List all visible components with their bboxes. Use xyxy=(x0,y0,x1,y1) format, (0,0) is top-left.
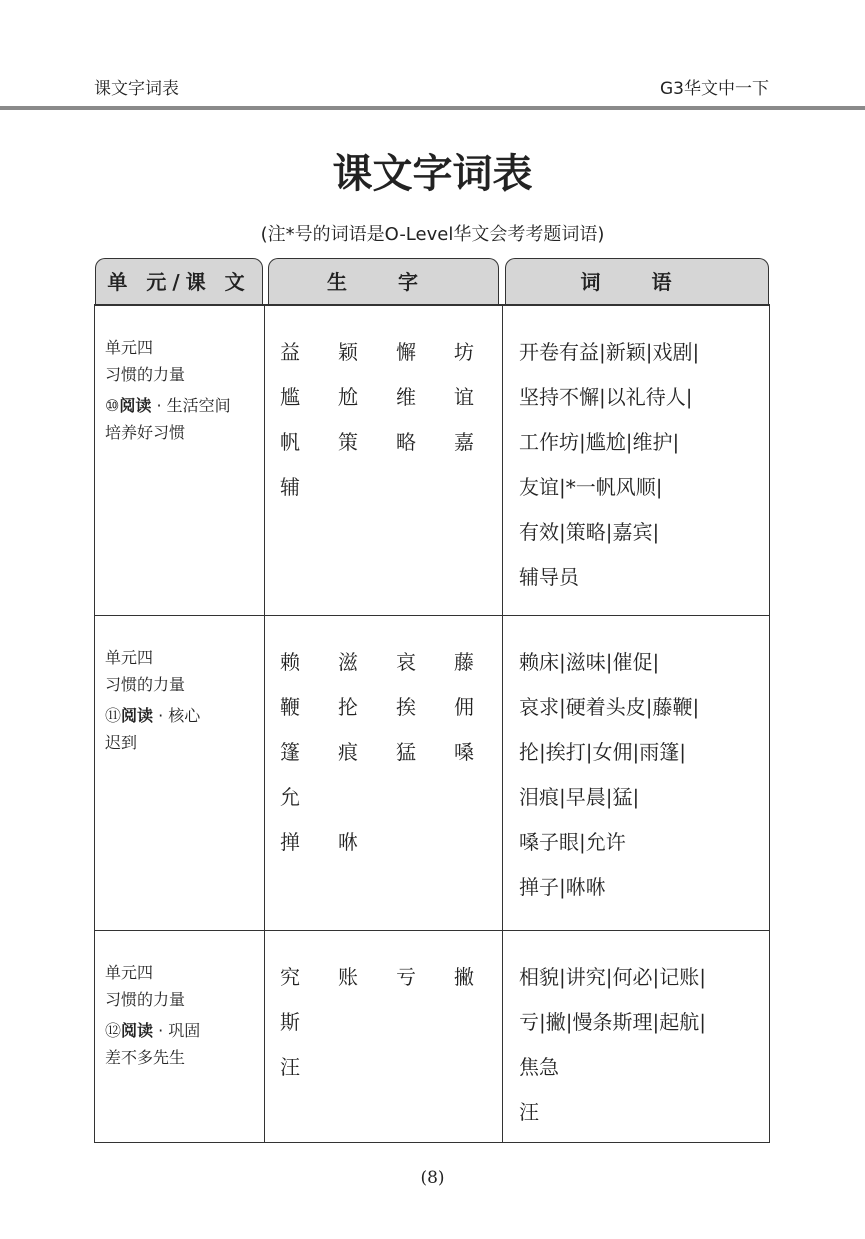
character: 懈 xyxy=(396,340,416,364)
word-line: 赖床|滋味|催促| xyxy=(519,650,660,674)
character: 斯 xyxy=(280,1010,300,1034)
lesson-type xyxy=(105,1017,264,1044)
character: 篷 xyxy=(280,740,300,764)
unit-label: 单元四 xyxy=(105,963,154,982)
header-left: 课文字词表 xyxy=(94,79,179,99)
lesson-title: 培养好习惯 xyxy=(105,423,186,442)
lesson-kind: 阅读 xyxy=(119,396,152,415)
header-right: G3华文中一下 xyxy=(660,79,769,99)
character: 汪 xyxy=(280,1055,300,1079)
character: 抡 xyxy=(338,695,358,719)
word-line: 抡|挨打|女佣|雨篷| xyxy=(519,740,686,764)
word-line: 掸子|咻咻 xyxy=(519,875,606,899)
character: 尬 xyxy=(338,385,358,409)
lesson-type xyxy=(105,392,264,419)
word-line: 汪 xyxy=(519,1100,539,1124)
word-line: 泪痕|早晨|猛| xyxy=(519,785,640,809)
character: 维 xyxy=(396,385,416,409)
character: 撇 xyxy=(454,965,474,989)
lesson-cell xyxy=(95,306,265,615)
table-row xyxy=(95,931,769,1142)
character: 掸 xyxy=(280,830,300,854)
lesson-type xyxy=(105,702,264,729)
separator: · xyxy=(151,396,167,415)
character xyxy=(338,775,396,820)
character: 坊 xyxy=(454,340,474,364)
characters-cell xyxy=(265,306,503,615)
column-header-words: 词 语 xyxy=(505,258,769,304)
table-row xyxy=(95,306,769,616)
lesson-number: ⑪ xyxy=(105,706,122,725)
character: 鞭 xyxy=(280,695,300,719)
header-divider xyxy=(0,106,865,110)
character: 尴 xyxy=(280,385,300,409)
character: 嗓 xyxy=(454,740,474,764)
lesson-cell xyxy=(95,931,265,1142)
character xyxy=(396,1000,454,1045)
note: (注*号的词语是O-Level华文会考考题词语) xyxy=(260,224,605,245)
character: 颖 xyxy=(338,340,358,364)
lesson-number: ⑩ xyxy=(105,396,120,415)
word-line: 工作坊|尴尬|维护| xyxy=(519,430,680,454)
lesson-category: 巩固 xyxy=(168,1021,201,1040)
words-cell xyxy=(503,306,769,615)
column-header-characters: 生 字 xyxy=(268,258,499,304)
page-number: (8) xyxy=(420,1168,445,1188)
character: 辅 xyxy=(280,475,300,499)
word-line: 坚持不懈|以礼待人| xyxy=(519,385,693,409)
unit-label: 单元四 xyxy=(105,648,154,667)
character: 猛 xyxy=(396,740,416,764)
character: 赖 xyxy=(280,650,300,674)
character: 挨 xyxy=(396,695,416,719)
character xyxy=(338,1000,396,1045)
character: 益 xyxy=(280,340,300,364)
character: 痕 xyxy=(338,740,358,764)
lesson-kind: 阅读 xyxy=(121,1021,154,1040)
character xyxy=(396,775,454,820)
word-line: 辅导员 xyxy=(519,565,579,589)
unit-theme: 习惯的力量 xyxy=(105,365,186,384)
word-line: 相貌|讲究|何必|记账| xyxy=(519,965,706,989)
character: 佣 xyxy=(454,695,474,719)
page-title: 课文字词表 xyxy=(332,151,533,197)
lesson-title: 差不多先生 xyxy=(105,1048,186,1067)
separator: · xyxy=(153,1021,169,1040)
lesson-title: 迟到 xyxy=(105,733,138,752)
lesson-kind: 阅读 xyxy=(121,706,154,725)
character: 究 xyxy=(280,965,300,989)
character: 哀 xyxy=(396,650,416,674)
word-line: 哀求|硬着头皮|藤鞭| xyxy=(519,695,700,719)
word-line: 开卷有益|新颖|戏剧| xyxy=(519,340,700,364)
lesson-category: 生活空间 xyxy=(166,396,231,415)
character: 谊 xyxy=(454,385,474,409)
word-line: 有效|策略|嘉宾| xyxy=(519,520,660,544)
character: 账 xyxy=(338,965,358,989)
character: 亏 xyxy=(396,965,416,989)
character: 咻 xyxy=(338,830,358,854)
character: 藤 xyxy=(454,650,474,674)
lesson-category: 核心 xyxy=(168,706,201,725)
words-cell xyxy=(503,616,769,930)
character: 帆 xyxy=(280,430,300,454)
word-line: 亏|撇|慢条斯理|起航| xyxy=(519,1010,706,1034)
words-cell xyxy=(503,931,769,1142)
character: 嘉 xyxy=(454,430,474,454)
lesson-number: ⑫ xyxy=(105,1021,122,1040)
separator: · xyxy=(153,706,169,725)
character: 允 xyxy=(280,785,300,809)
character: 策 xyxy=(338,430,358,454)
unit-theme: 习惯的力量 xyxy=(105,675,186,694)
characters-cell xyxy=(265,931,503,1142)
word-line: 焦急 xyxy=(519,1055,559,1079)
characters-cell xyxy=(265,616,503,930)
table-row xyxy=(95,616,769,931)
unit-label: 单元四 xyxy=(105,338,154,357)
lesson-cell xyxy=(95,616,265,930)
word-line: 嗓子眼|允许 xyxy=(519,830,626,854)
character: 滋 xyxy=(338,650,358,674)
character: 略 xyxy=(396,430,416,454)
vocab-table xyxy=(94,304,770,1143)
word-line: 友谊|*一帆风顺| xyxy=(519,475,663,499)
column-header-unit: 单 元/课 文 xyxy=(95,258,263,304)
unit-theme: 习惯的力量 xyxy=(105,990,186,1009)
